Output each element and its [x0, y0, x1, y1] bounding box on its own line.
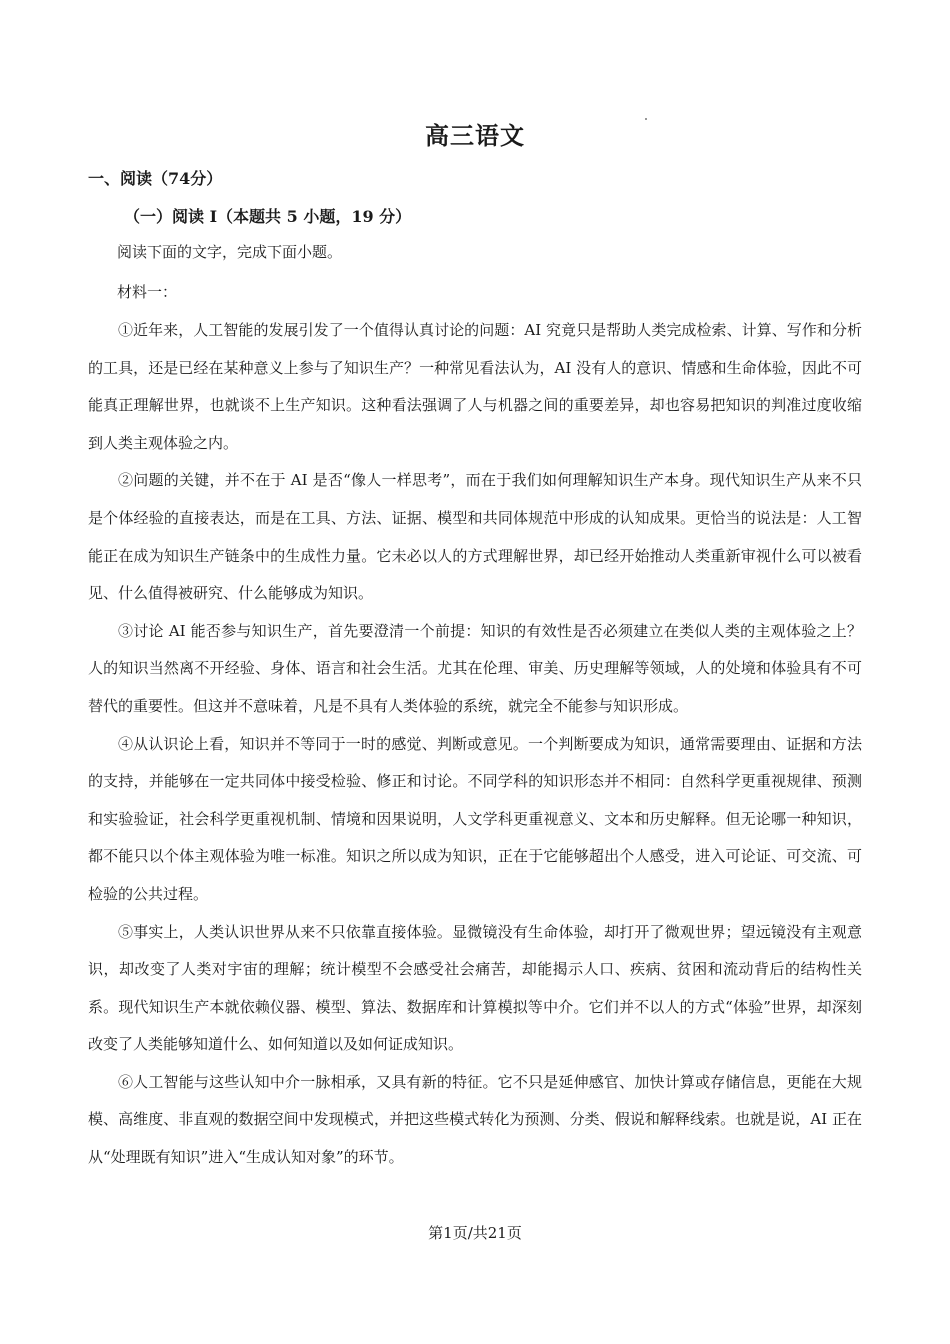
paragraph-4: ④从认识论上看，知识并不等同于一时的感觉、判断或意见。一个判断要成为知识，通常需要理由、证据和方法的支持，并能够在一定共同体中接受检验、修正和讨论。不同学科的知识形态并不相同：自然科学更重视规律、预测和实验验证，社会科学更重视机制、情境和因果说明，人文学科更重视意义、文本和历史解释。但无论哪一种知识，都不能只以个体主观体验为唯一标准。知识之所以成为知识，正在于它能够超出个人感受，进入可论证、可交流、可检验的公共过程。 — [88, 734, 862, 903]
paragraph-2: ②问题的关键，并不在于 AI 是否“像人一样思考”，而在于我们如何理解知识生产本身。现代知识生产从来不只是个体经验的直接表达，而是在工具、方法、证据、模型和共同体规范中形成的认知成果。更恰当的说法是：人工智能正在成为知识生产链条中的生成性力量。它未必以人的方式理解世界，却已经开始推动人类重新审视什么可以被看见、什么值得被研究、什么能够成为知识。 — [88, 471, 862, 603]
section-heading: 一、阅读（74分） — [88, 169, 223, 188]
paragraph-5: ⑤事实上，人类认识世界从来不只依靠直接体验。显微镜没有生命体验，却打开了微观世界；望远镜没有主观意识，却改变了人类对宇宙的理解；统计模型不会感受社会痛苦，却能揭示人口、疾病、贫困和流动背后的结构性关系。现代知识生产本就依赖仪器、模型、算法、数据库和计算模拟等中介。它们并不以人的方式“体验”世界，却深刻改变了人类能够知道什么、如何知道以及如何证成知识。 — [88, 922, 862, 1054]
page-title: 高三语文 — [425, 121, 525, 150]
paragraph-3: ③讨论 AI 能否参与知识生产，首先要澄清一个前提：知识的有效性是否必须建立在类似人类的主观体验之上？人的知识当然离不开经验、身体、语言和社会生活。尤其在伦理、审美、历史理解等领域，人的处境和体验具有不可替代的重要性。但这并不意味着，凡是不具有人类体验的系统，就完全不能参与知识形成。 — [88, 621, 862, 715]
paragraph-6: ⑥人工智能与这些认知中介一脉相承，又具有新的特征。它不只是延伸感官、加快计算或存储信息，更能在大规模、高维度、非直观的数据空间中发现模式，并把这些模式转化为预测、分类、假说和解释线索。也就是说，AI 正在从“处理既有知识”进入“生成认知对象”的环节。 — [88, 1072, 862, 1167]
instruction-text: 阅读下面的文字，完成下面小题。 — [117, 243, 343, 261]
passage-body — [88, 312, 862, 1177]
material-label: 材料一： — [117, 283, 178, 301]
paragraph-1: ①近年来，人工智能的发展引发了一个值得认真讨论的问题：AI 究竟只是帮助人类完成检索、计算、写作和分析的工具，还是已经在某种意义上参与了知识生产？一种常见看法认为，AI 没有人的意识、情感和生命体验，因此不可能真正理解世界，也就谈不上生产知识。这种看法强调了人与机器之间的重要差异，却也容易把知识的判准过度收缩到人类主观体验之内。 — [88, 321, 862, 452]
sub-heading: （一）阅读 I（本题共 5 小题，19 分） — [124, 207, 412, 226]
page-footer: 第1页/共21页 — [428, 1224, 522, 1242]
